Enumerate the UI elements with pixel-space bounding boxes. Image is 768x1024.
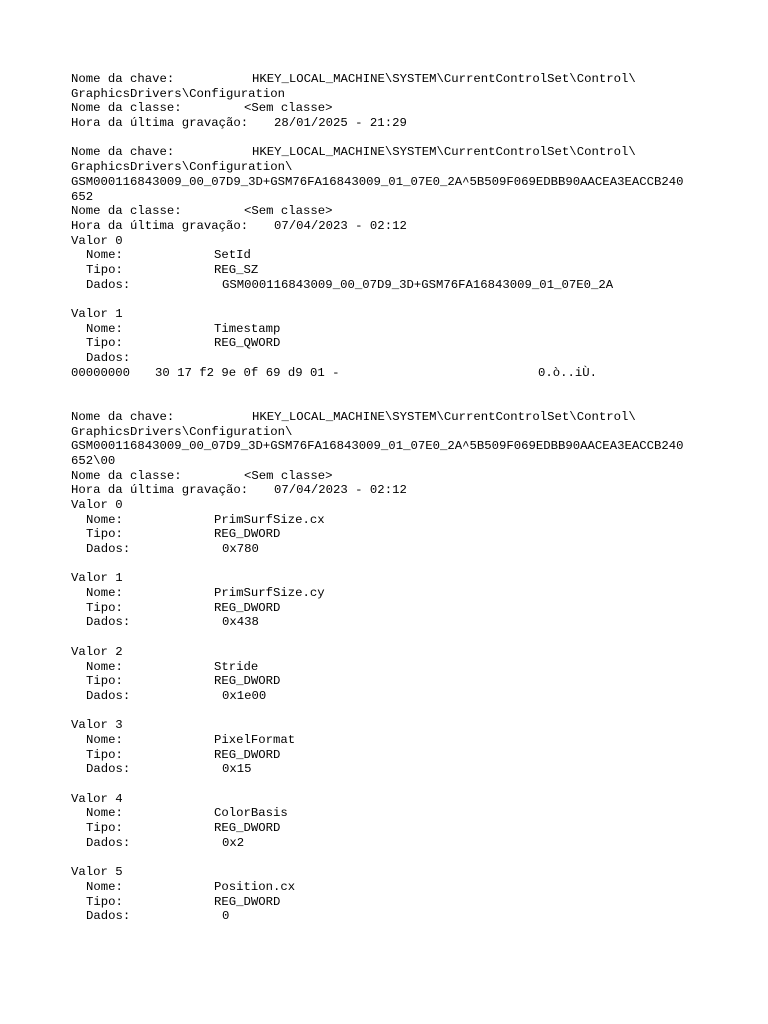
last-write-value: 07/04/2023 - 02:12 xyxy=(274,218,407,233)
value-data: GSM000116843009_00_07D9_3D+GSM76FA16843009_01_07E0_2A xyxy=(222,277,614,292)
key-path-continuation: GraphicsDrivers\Configuration\ xyxy=(71,160,293,175)
last-write-value: 07/04/2023 - 02:12 xyxy=(274,483,407,498)
value-title: Valor 3 xyxy=(71,718,123,733)
key-path-continuation: 652 xyxy=(71,189,94,204)
value-name-label: Nome: xyxy=(86,806,123,821)
last-write-label: Hora da última gravação: xyxy=(71,218,249,233)
hex-ascii: 0.ò..iÙ. xyxy=(538,365,598,380)
value-name-label: Nome: xyxy=(86,732,123,747)
value-data-label: Dados: xyxy=(86,277,131,292)
value-name-label: Nome: xyxy=(86,586,123,601)
value-type-label: Tipo: xyxy=(86,747,123,762)
value-type-row xyxy=(71,674,731,689)
value-title: Valor 1 xyxy=(71,571,123,586)
key-path-continuation: GraphicsDrivers\Configuration\ xyxy=(71,424,293,439)
key-path-continuation: GraphicsDrivers\Configuration xyxy=(71,86,286,101)
value-data-row xyxy=(71,615,731,630)
value-data: 0x15 xyxy=(222,762,252,777)
value-name: ColorBasis xyxy=(214,806,288,821)
class-name-row xyxy=(71,204,731,219)
value-name-row xyxy=(71,806,731,821)
value-data: 0x1e00 xyxy=(222,688,267,703)
class-name-label: Nome da classe: xyxy=(71,468,182,483)
blank-line xyxy=(71,380,731,395)
value-data-row xyxy=(71,542,731,557)
value-data: 0x780 xyxy=(222,542,259,556)
value-name-row xyxy=(71,733,731,748)
last-write-value: 28/01/2025 - 21:29 xyxy=(274,116,407,131)
value-name-label: Nome: xyxy=(86,321,123,336)
key-path: HKEY_LOCAL_MACHINE\SYSTEM\CurrentControlSet\Control\ xyxy=(252,145,636,160)
blank-line xyxy=(71,704,731,719)
value-type-label: Tipo: xyxy=(86,894,123,909)
value-type: REG_DWORD xyxy=(214,821,281,836)
class-name-value: <Sem classe> xyxy=(244,101,333,116)
blank-line xyxy=(71,850,731,865)
key-name-label: Nome da chave: xyxy=(71,72,175,86)
value-title: Valor 1 xyxy=(71,307,123,321)
value-data: 0x438 xyxy=(222,615,259,630)
key-name-row xyxy=(71,145,731,160)
value-name: Position.cx xyxy=(214,879,296,894)
class-name-value: <Sem classe> xyxy=(244,204,333,219)
key-name-row xyxy=(71,410,731,425)
value-data-label: Dados: xyxy=(86,909,131,924)
registry-export xyxy=(71,72,731,924)
value-data-row xyxy=(71,278,731,293)
value-data-row xyxy=(71,689,731,704)
value-type-row xyxy=(71,895,731,910)
hex-bytes: 30 17 f2 9e 0f 69 d9 01 - xyxy=(155,365,340,380)
value-type-label: Tipo: xyxy=(86,527,123,542)
value-name-row xyxy=(71,880,731,895)
hex-offset: 00000000 xyxy=(71,365,131,380)
value-data-label: Dados: xyxy=(86,762,131,777)
value-name: Stride xyxy=(214,659,259,674)
value-type-row xyxy=(71,527,731,542)
value-name-label: Nome: xyxy=(86,659,123,674)
class-name-value: <Sem classe> xyxy=(244,468,333,483)
value-type-row xyxy=(71,748,731,763)
value-type-label: Tipo: xyxy=(86,674,123,689)
value-type-row xyxy=(71,336,731,351)
value-data-row xyxy=(71,762,731,777)
value-type: REG_DWORD xyxy=(214,747,281,762)
value-name-row xyxy=(71,513,731,528)
key-path: HKEY_LOCAL_MACHINE\SYSTEM\CurrentControlSet\Control\ xyxy=(252,409,636,424)
value-title: Valor 2 xyxy=(71,644,123,659)
value-name: Timestamp xyxy=(214,321,281,336)
value-title: Valor 0 xyxy=(71,497,123,512)
key-path-continuation: GSM000116843009_00_07D9_3D+GSM76FA16843009_01_07E0_2A^5B509F069EDBB90AACEA3EACCB240 xyxy=(71,439,684,454)
blank-line xyxy=(71,292,731,307)
class-name-row xyxy=(71,101,731,116)
value-type-row xyxy=(71,601,731,616)
key-name-label: Nome da chave: xyxy=(71,145,175,160)
value-type-label: Tipo: xyxy=(86,821,123,836)
value-title: Valor 4 xyxy=(71,791,123,806)
value-title: Valor 0 xyxy=(71,233,123,248)
value-name-label: Nome: xyxy=(86,248,123,263)
key-path-continuation: GSM000116843009_00_07D9_3D+GSM76FA16843009_01_07E0_2A^5B509F069EDBB90AACEA3EACCB240 xyxy=(71,174,684,189)
value-data-label: Dados: xyxy=(86,351,131,366)
value-type: REG_QWORD xyxy=(214,336,281,351)
hex-dump-row xyxy=(71,366,731,381)
value-data-label: Dados: xyxy=(86,835,131,850)
value-type: REG_DWORD xyxy=(214,674,281,689)
class-name-label: Nome da classe: xyxy=(71,101,182,116)
blank-line xyxy=(71,395,731,410)
value-data-label: Dados: xyxy=(86,615,131,630)
value-name: PixelFormat xyxy=(214,732,296,747)
last-write-row xyxy=(71,116,731,131)
last-write-label: Hora da última gravação: xyxy=(71,116,249,131)
value-type: REG_DWORD xyxy=(214,894,281,909)
value-data-row xyxy=(71,351,731,366)
last-write-row xyxy=(71,483,731,498)
value-title: Valor 5 xyxy=(71,865,123,880)
value-type-label: Tipo: xyxy=(86,600,123,615)
blank-line xyxy=(71,131,731,146)
value-data-row xyxy=(71,909,731,924)
key-path-continuation: 652\00 xyxy=(71,453,116,468)
blank-line xyxy=(71,557,731,572)
value-data: 0x2 xyxy=(222,835,245,850)
blank-line xyxy=(71,630,731,645)
value-type: REG_DWORD xyxy=(214,600,281,615)
value-name-label: Nome: xyxy=(86,879,123,894)
value-type: REG_DWORD xyxy=(214,527,281,542)
value-name-row xyxy=(71,660,731,675)
value-type-row xyxy=(71,263,731,278)
last-write-row xyxy=(71,219,731,234)
value-name: SetId xyxy=(214,248,251,263)
class-name-row xyxy=(71,469,731,484)
value-name-label: Nome: xyxy=(86,512,123,527)
value-name: PrimSurfSize.cy xyxy=(214,586,325,601)
value-name-row xyxy=(71,322,731,337)
value-list xyxy=(71,498,731,924)
value-data-label: Dados: xyxy=(86,688,131,703)
value-data: 0 xyxy=(222,909,230,924)
value-name-row xyxy=(71,248,731,263)
value-data-row xyxy=(71,836,731,851)
value-data-label: Dados: xyxy=(86,542,131,556)
value-type-label: Tipo: xyxy=(86,336,123,351)
key-name-row xyxy=(71,72,731,87)
key-name-label: Nome da chave: xyxy=(71,409,175,424)
value-type: REG_SZ xyxy=(214,262,259,277)
value-name: PrimSurfSize.cx xyxy=(214,512,325,527)
last-write-label: Hora da última gravação: xyxy=(71,483,249,498)
value-name-row xyxy=(71,586,731,601)
value-type-label: Tipo: xyxy=(86,262,123,277)
blank-line xyxy=(71,777,731,792)
key-path: HKEY_LOCAL_MACHINE\SYSTEM\CurrentControlSet\Control\ xyxy=(252,72,636,86)
value-type-row xyxy=(71,821,731,836)
class-name-label: Nome da classe: xyxy=(71,204,182,219)
